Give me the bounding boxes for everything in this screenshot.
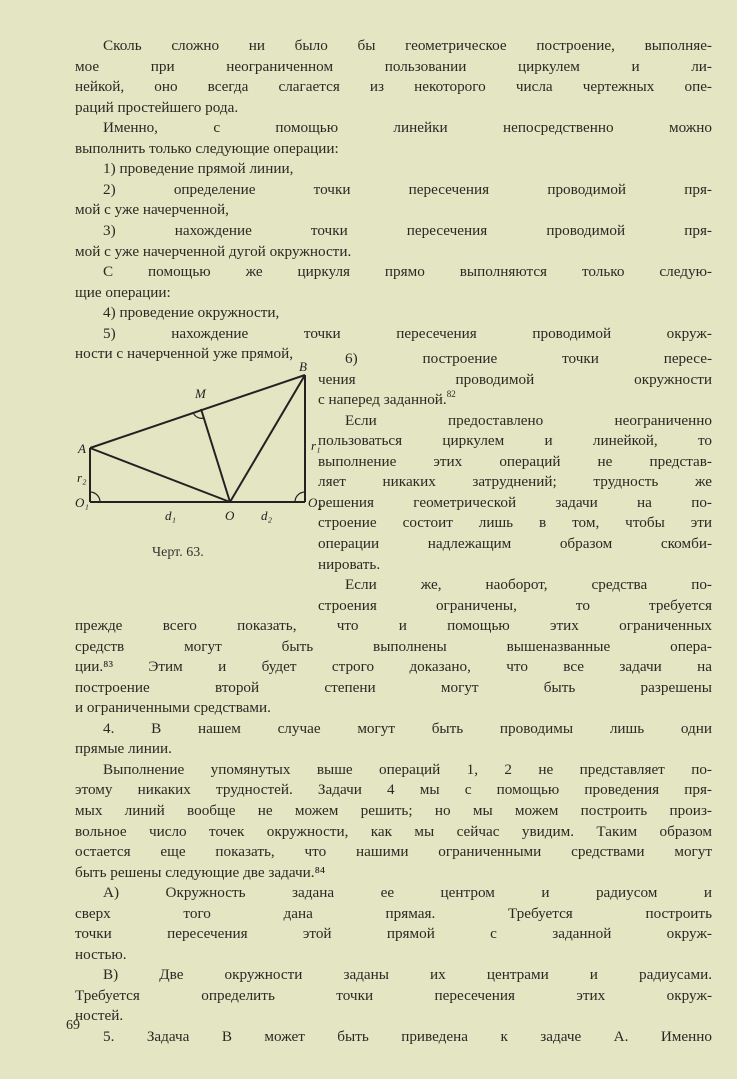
text-line: Если предоставлено неограниченно [345, 411, 712, 429]
text-line: Если же, наоборот, средства по- [345, 576, 712, 594]
geometry-diagram [75, 360, 335, 580]
text-line: строение состоит лишь в том, чтобы эти [318, 514, 712, 532]
svg-text:r₂: r₂ [77, 470, 87, 485]
text-line: строения ограничены, то требуется [318, 596, 712, 614]
text-line: мых линий вообще не можем решить; но мы можем построить произ- [75, 801, 712, 819]
text-line: ностью. [75, 945, 127, 963]
svg-text:O₁: O₁ [75, 495, 89, 510]
text-line: чения проводимой окружности [318, 370, 712, 388]
svg-text:O: O [225, 508, 235, 523]
figure-63 [75, 360, 335, 580]
svg-text:M: M [195, 386, 206, 401]
svg-text:d₂: d₂ [261, 508, 273, 523]
text-line: ции.⁸³ Этим и будет строго доказано, что все задачи на [75, 658, 712, 676]
text-line: быть решены следующие две задачи.⁸⁴ [75, 863, 326, 881]
text-line: раций простейшего рода. [75, 98, 239, 116]
text-line: 4) проведение окружности, [103, 304, 280, 322]
text-line: вольное число точек окружности, как мы сейчас увидим. Таким образом [75, 822, 712, 840]
svg-text:d₁: d₁ [165, 508, 177, 523]
text-line: средств могут быть выполнены вышеназванные опера- [75, 637, 712, 655]
text-line: с наперед заданной.$^{82}$ [318, 389, 456, 409]
text-line: остается еще показать, что нашими ограниченными средствами могут [75, 843, 712, 861]
text-line: 5. Задача В может быть приведена к задаче А. Именно [103, 1028, 712, 1045]
text-line: сверх того дана прямая. Требуется построить [75, 904, 712, 922]
text-line: А) Окружность задана ее центром и радиусом и [103, 884, 712, 902]
text-line: Именно, с помощью линейки непосредственно можно [103, 119, 712, 137]
text-line: Требуется определить точки пересечения этих окруж- [75, 986, 712, 1004]
text-line: построение второй степени могут быть разрешены [75, 678, 712, 696]
text-line: 4. В нашем случае могут быть проводимы лишь одни [103, 719, 712, 737]
text-line: прямые линии. [75, 740, 172, 758]
text-line: С помощью же циркуля прямо выполняются только следую- [103, 263, 712, 281]
text-line: 6) построение точки пересе- [345, 350, 712, 367]
text-line: мой с уже начерченной дугой окружности. [75, 242, 352, 260]
text-line: ляет никаких затруднений; трудность же [318, 473, 712, 491]
text-line: выполнить только следующие операции: [75, 139, 339, 157]
svg-text:A: A [78, 441, 86, 456]
text-line: Выполнение упомянутых выше операций 1, 2 не представляет по- [103, 760, 712, 778]
text-line: щие операции: [75, 283, 171, 301]
text-line: пользоваться циркулем и линейкой, то [318, 432, 712, 450]
text-line: мой с уже начерченной, [75, 201, 229, 219]
text-line: 2) определение точки пересечения проводимой пря- [103, 180, 712, 198]
svg-text:r₁: r₁ [311, 438, 321, 453]
text-line: 1) проведение прямой линии, [103, 160, 294, 178]
svg-text:B: B [299, 360, 307, 374]
text-line: нировать. [318, 555, 381, 573]
text-line: и ограниченными средствами. [75, 699, 271, 717]
text-line: мое при неограниченном пользовании циркулем и ли- [75, 57, 712, 75]
text-line: операции надлежащим образом скомби- [318, 534, 712, 552]
text-line: этому никаких трудностей. Задачи 4 мы с помощью проведения пря- [75, 781, 712, 799]
figure-caption: Черт. 63. [152, 545, 204, 560]
text-line: В) Две окружности заданы их центрами и радиусами. [103, 966, 712, 984]
page-number: 69 [66, 1018, 80, 1033]
text-line: точки пересечения этой прямой с заданной окруж- [75, 925, 712, 943]
text-line: ности с начерченной уже прямой, [75, 345, 294, 363]
text-line: прежде всего показать, что и помощью этих ограниченных [75, 617, 712, 634]
text-line: ностей. [75, 1007, 124, 1025]
svg-text:O₂: O₂ [308, 495, 322, 510]
text-line: решения геометрической задачи на по- [318, 493, 712, 511]
footnote-ref: 82 [446, 389, 456, 400]
text-line: 3) нахождение точки пересечения проводимой пря- [103, 221, 712, 239]
text-line: нейкой, оно всегда слагается из некоторого числа чертежных опе- [75, 78, 712, 96]
text-line: Сколь сложно ни было бы геометрическое построение, выполняе- [103, 37, 712, 54]
text-line: 5) нахождение точки пересечения проводимой окруж- [103, 324, 712, 342]
text-line: выполнение этих операций не представ- [318, 452, 712, 470]
